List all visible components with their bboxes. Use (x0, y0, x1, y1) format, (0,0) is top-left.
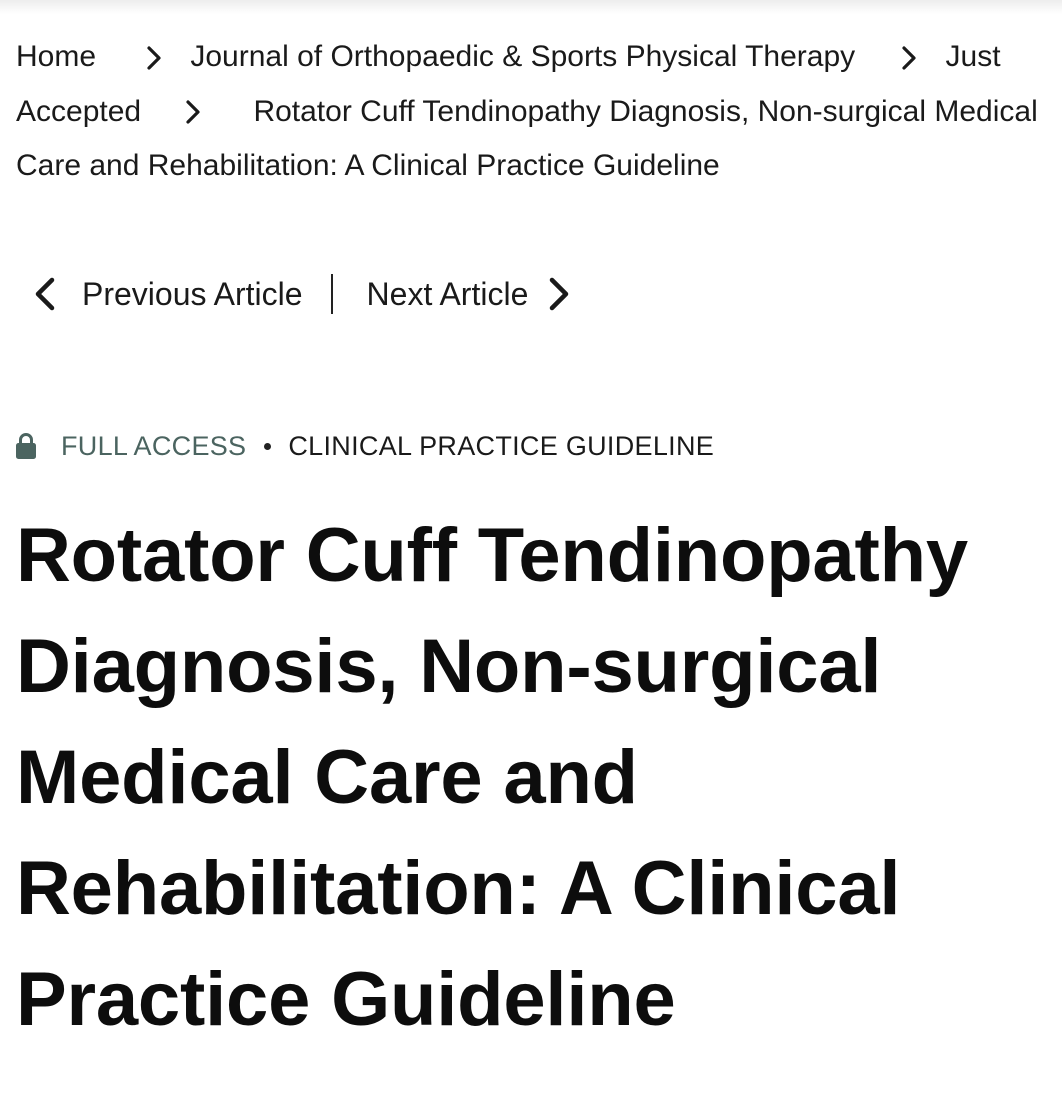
chevron-right-icon (881, 30, 937, 83)
breadcrumb-link-home[interactable]: Home (16, 40, 97, 73)
breadcrumb-link-journal[interactable]: Journal of Orthopaedic & Sports Physical Therapy (190, 40, 856, 73)
article-meta (15, 426, 714, 466)
next-article-label[interactable]: Next Article (366, 275, 529, 312)
article-navigation (34, 272, 570, 316)
breadcrumb-item-current: Rotator Cuff Tendinopathy Diagnosis, Non-surgical Medical Care and Rehabilitation: A Clinical Practice Guideline (16, 94, 1038, 183)
header-shadow (0, 0, 1062, 14)
previous-article-button[interactable] (34, 276, 303, 313)
nav-divider (331, 274, 333, 314)
breadcrumb (16, 30, 1056, 192)
article-type: CLINICAL PRACTICE GUIDELINE (288, 430, 715, 461)
breadcrumb-link-just-accepted[interactable]: Just Accepted (16, 40, 1001, 128)
chevron-right-icon (165, 84, 221, 137)
chevron-right-icon (126, 30, 182, 83)
breadcrumb-item-home[interactable] (16, 40, 96, 73)
access-badge: FULL ACCESS (61, 430, 247, 461)
breadcrumb-item-journal[interactable] (190, 40, 855, 73)
next-article-button[interactable] (367, 276, 571, 313)
chevron-left-icon (34, 277, 56, 311)
previous-article-label[interactable]: Previous Article (82, 275, 303, 312)
lock-icon (15, 432, 61, 460)
separator-dot (264, 443, 271, 450)
article-title: Rotator Cuff Tendinopathy Diagnosis, Non-surgical Medical Care and Rehabilitation: A Clinical Practice Guideline (16, 513, 968, 1042)
chevron-right-icon (548, 277, 570, 311)
